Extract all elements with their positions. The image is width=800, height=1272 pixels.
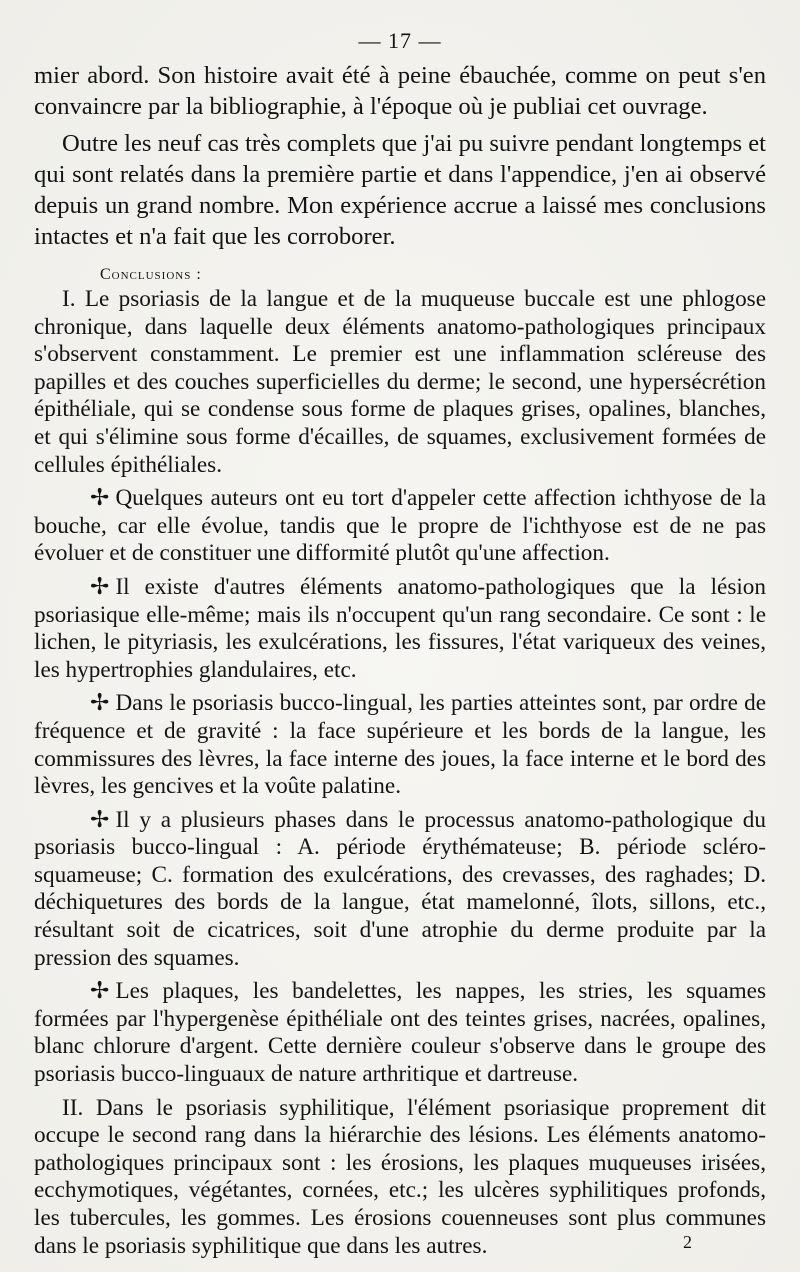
asterism-icon: ✢: [90, 573, 110, 600]
conclusion-item: [34, 807, 766, 973]
conclusion-text: Il existe d'autres éléments anatomo-pathologiques que la lésion psoriasique elle-même; mais ils n'occupent qu'un rang secondaire. Ce sont : le lichen, le pityriasis, les exulcérations, les fissures, l'état variqueux des veines, les hypertrophies glandulaires, etc.: [34, 573, 766, 683]
conclusion-text: II. Dans le psoriasis syphilitique, l'élément psoriasique proprement dit occupe le second rang dans la hiérarchie des lésions. Les éléments anatomo-pathologiques principaux sont : les érosions, les plaques muqueuses irisées, ecchymotiques, végétantes, cornées, etc.; les ulcères syphilitiques profonds, les tubercules, les gommes. Les érosions couenneuses sont plus communes dans le psoriasis syphilitique que dans les autres.: [34, 1094, 766, 1259]
signature-mark: 2: [683, 1232, 692, 1252]
conclusion-text: I. Le psoriasis de la langue et de la muqueuse buccale est une phlogose chronique, dans laquelle deux éléments anatomo-pathologiques principaux s'observent constamment. Le premier est une inflammation scléreuse des papilles et des couches superficielles du derme; le second, une hypersécrétion épithéliale, qui se condense sous forme de plaques grises, opalines, blanches, et qui s'élimine sous forme d'écailles, de squames, exclusivement formées de cellules épithéliales.: [34, 286, 766, 478]
conclusion-item: [34, 978, 766, 1088]
conclusion-item: [34, 574, 766, 684]
asterism-icon: ✢: [90, 690, 110, 717]
conclusion-text: Quelques auteurs ont eu tort d'appeler cette affection ichthyose de la bouche, car elle évolue, tandis que le propre de l'ichthyose est de ne pas évoluer et de constituer une difformité plutôt qu'une affection.: [34, 485, 766, 567]
conclusion-item: [34, 485, 766, 568]
paragraph-intro-cases: Outre les neuf cas très complets que j'ai pu suivre pendant longtemps et qui sont relatés dans la première partie et dans l'appendice, j'en ai observé depuis un grand nombre. Mon expérience accrue a laissé mes conclusions intactes et n'a fait que les corroborer.: [34, 130, 766, 250]
body-text: [34, 60, 766, 1266]
conclusions-heading: Conclusions :: [100, 266, 202, 283]
conclusion-item: [34, 286, 766, 479]
asterism-icon: ✢: [90, 485, 110, 512]
conclusion-text: Il y a plusieurs phases dans le processus anatomo-pathologique du psoriasis bucco-lingual : A. période érythémateuse; B. période scléro-squameuse; C. formation des exulcérations, des crevasses, des raghades; D. déchiquetures des bords de la langue, état mamelonné, îlots, sillons, etc., résultant soit de cicatrices, soit d'une atrophie du derme produite par la pression des squames.: [34, 806, 766, 971]
conclusion-text: Les plaques, les bandelettes, les nappes, les stries, les squames formées par l'hypergenèse épithéliale ont des teintes grises, nacrées, opalines, blanc chlorure d'argent. Cette dernière couleur s'observe dans le groupe des psoriasis bucco-linguaux de nature arthritique et dartreuse.: [34, 978, 766, 1088]
asterism-icon: ✢: [90, 978, 110, 1005]
conclusion-item: [34, 690, 766, 800]
paragraph-intro-continuation: mier abord. Son histoire avait été à peine ébauchée, comme on peut s'en convaincre par la bibliographie, à l'époque où je publiai cet ouvrage.: [34, 62, 766, 120]
conclusion-text: Dans le psoriasis bucco-lingual, les parties atteintes sont, par ordre de fréquence et de gravité : la face supérieure et les bords de la langue, les commissures des lèvres, la face interne des joues, la face interne et le bord des lèvres, les gencives et la voûte palatine.: [34, 690, 766, 800]
conclusion-item: [34, 1095, 766, 1261]
page-number: — 17 —: [358, 28, 442, 53]
asterism-icon: ✢: [90, 806, 110, 833]
